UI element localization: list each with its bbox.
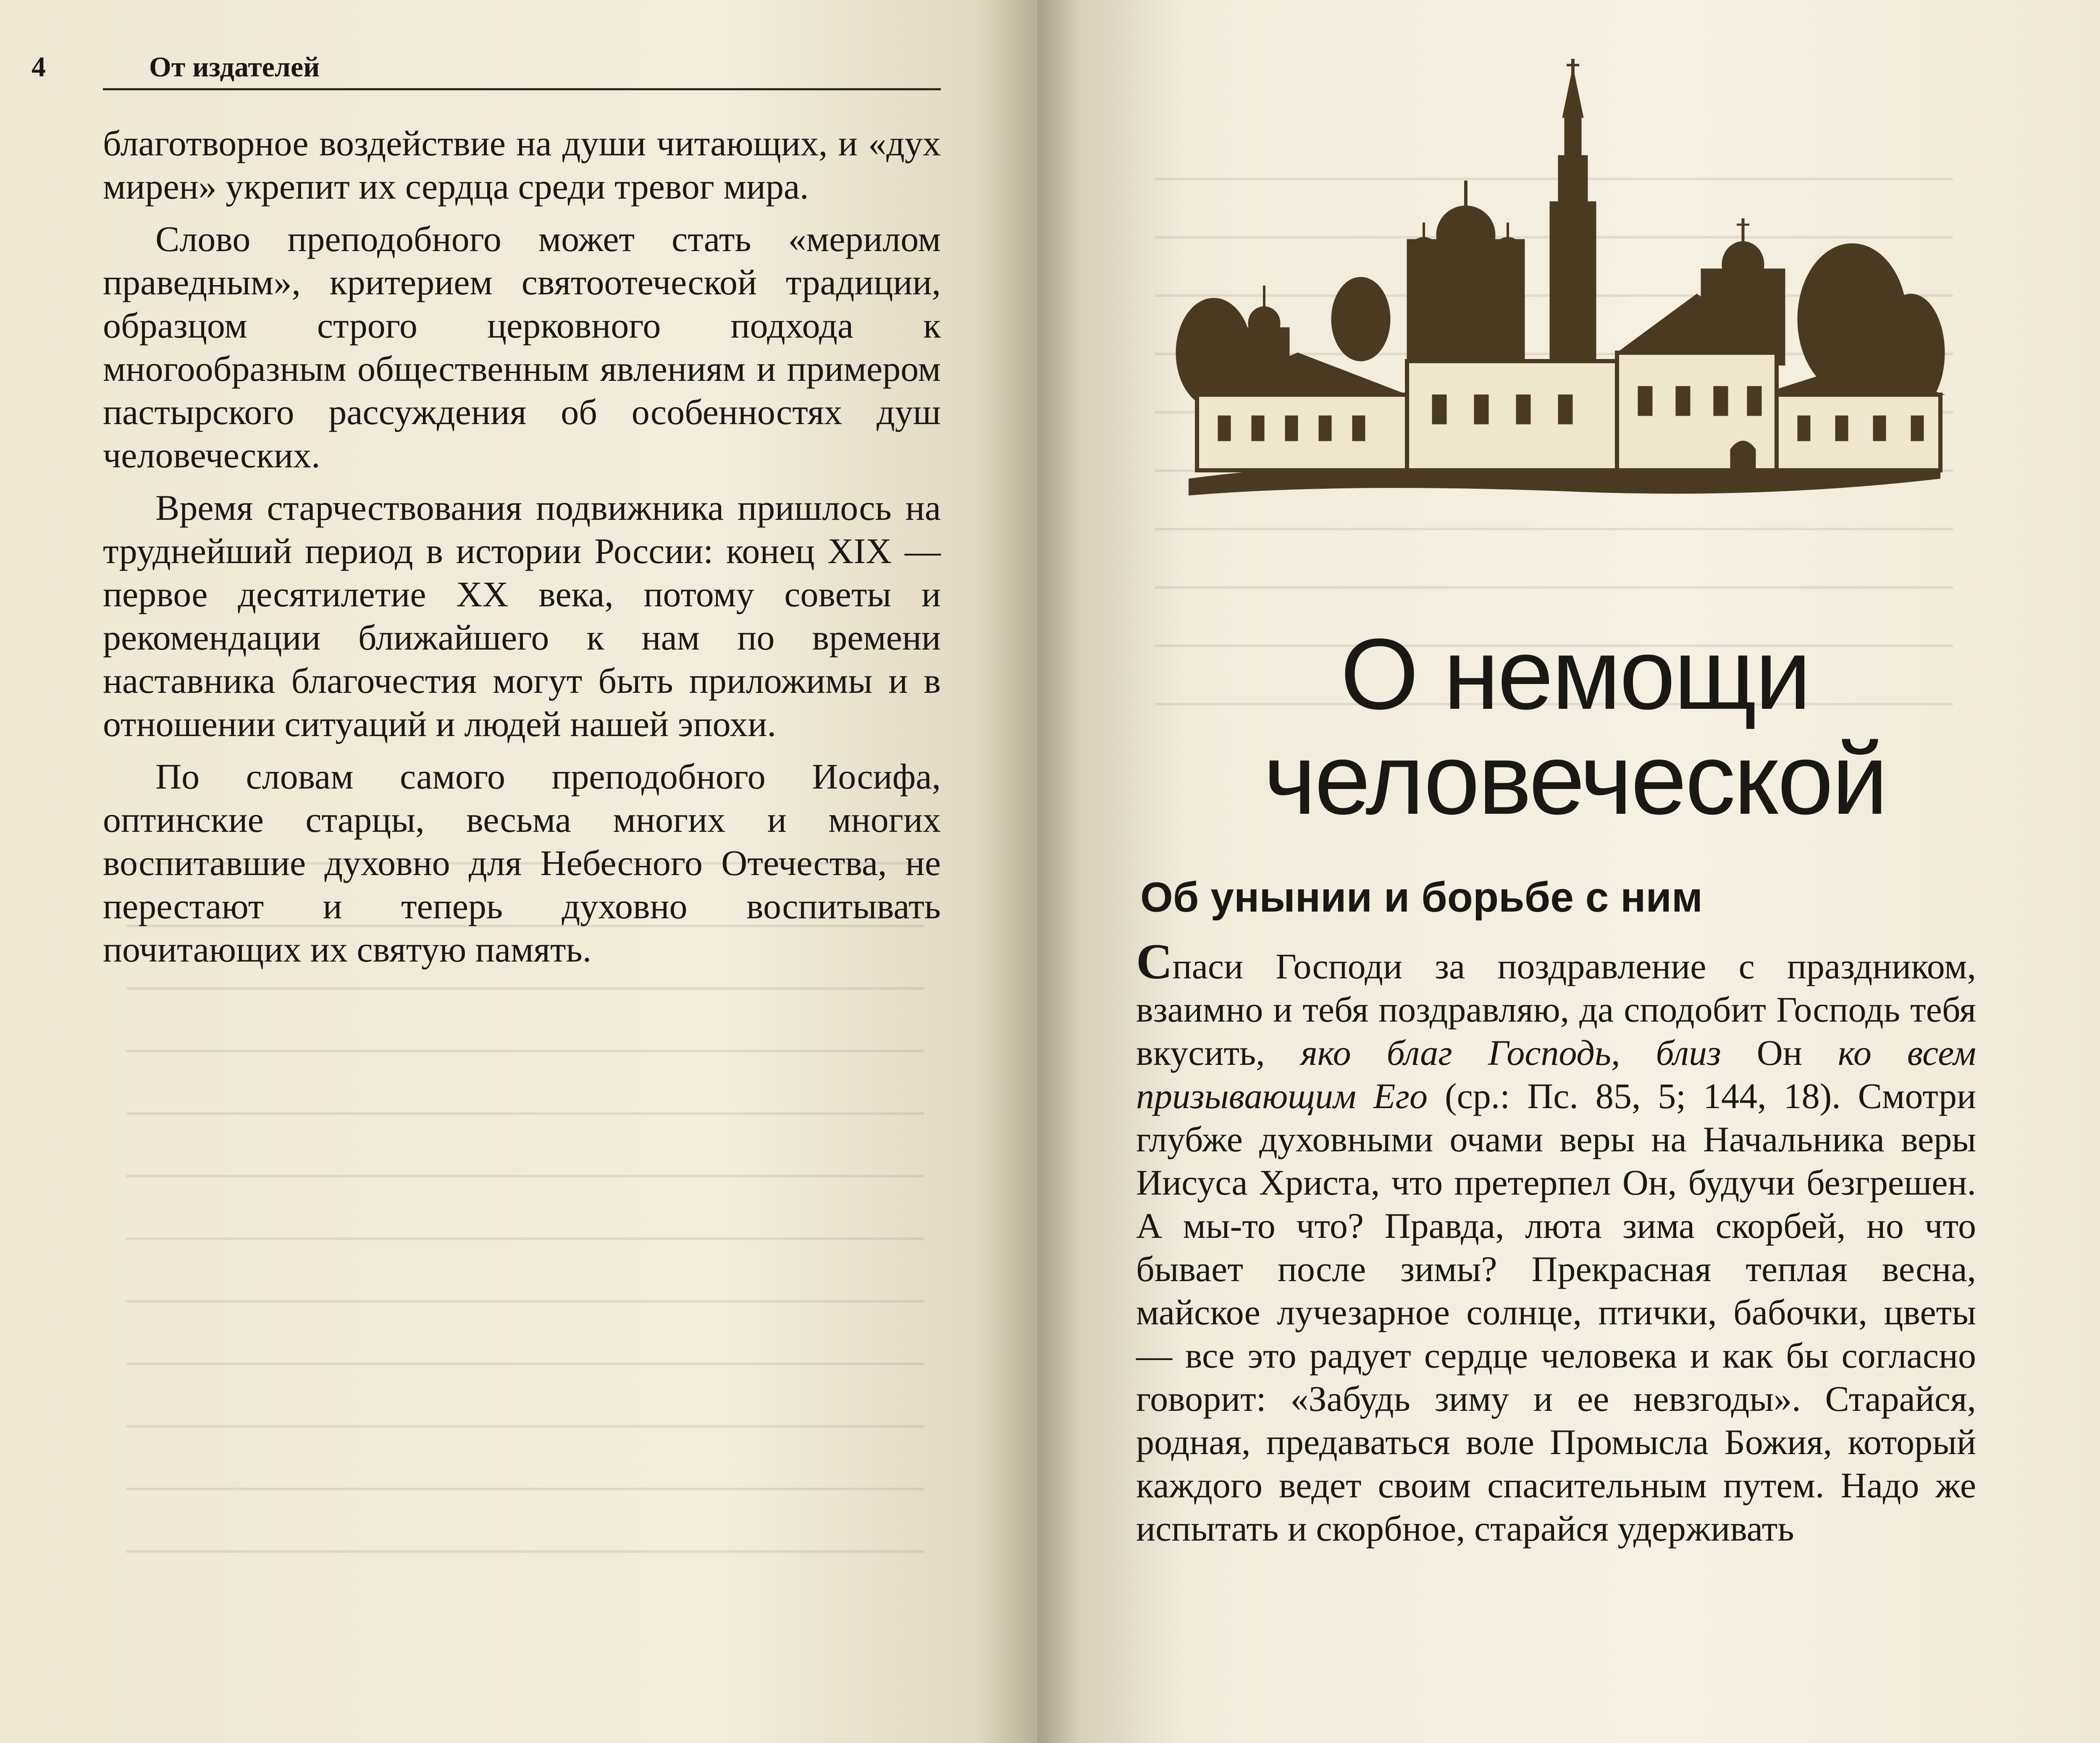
text-run: (ср.: Пс. 85, 5; 144, 18). Смотри глубже духовными очами веры на Начальника веры Иисуса Христа, что претерпел Он, будучи безгрешен. А мы-то что? Правда, люта зима скорбей, но что бывает после зимы? Прекрасная теплая весна, майское лучезарное солнце, птички, бабочки, цветы — все это радует сердце человека и как бы согласно говорит: «Забудь зиму и ее невзгоды». Старайся, родная, предаваться воле Промысла Божия, который каждого ведет своим спасительным путем. Надо же испытать и скорбное, старайся удерживать — [1136, 1076, 1976, 1549]
text-run: паси Господи за поздравление с праздником, взаимно и тебя поздравляю, да сподобит Господь тебя вкусить, — [1136, 946, 1976, 1073]
paragraph: По словам самого преподобного Иосифа, оптинские старцы, весьма многих и многих воспитавшие духовно для Небесного Отечества, не перестают и теперь духовно воспитывать почитающих их святую память. — [103, 756, 941, 970]
section-title: Об унынии и борьбе с ним — [1140, 874, 1703, 921]
scripture-quote: яко благ Господь, близ — [1300, 1033, 1721, 1073]
scripture-quote: ко всем призывающим Его — [1136, 1033, 1976, 1116]
chapter-title — [1134, 618, 2016, 835]
monastery-illustration — [1172, 59, 1957, 521]
dropcap: С — [1136, 933, 1173, 989]
chapter-title-line: О немощи — [1340, 618, 1810, 730]
left-body-text — [103, 122, 941, 980]
paragraph: благотворное воздействие на души читающих, и «дух мирен» укрепит их сердца среди тревог мира. — [103, 123, 941, 207]
paragraph: Слово преподобного может стать «мерилом праведным», критерием святоотеческой традиции, образцом строго церковного подхода к многообразным общественным явлениям и примером пастырского рассуждения об особенностях душ человеческих. — [103, 219, 941, 475]
left-page — [0, 0, 1037, 1743]
page-number: 4 — [32, 51, 46, 83]
paragraph — [1136, 933, 1976, 1550]
right-body-text — [1136, 933, 1976, 1560]
text-run: Он — [1721, 1033, 1838, 1073]
header-rule — [103, 88, 941, 90]
chapter-title-line: человеческой — [1263, 723, 1887, 835]
running-head: От издателей — [149, 51, 320, 83]
paragraph: Время старчествования подвижника пришлось на труднейший период в истории России: конец XIX — первое десятилетие XX века, потому советы и рекомендации ближайшего к нам по времени наставника благочестия могут быть приложимы и в отношении ситуаций и людей нашей эпохи. — [103, 488, 941, 744]
